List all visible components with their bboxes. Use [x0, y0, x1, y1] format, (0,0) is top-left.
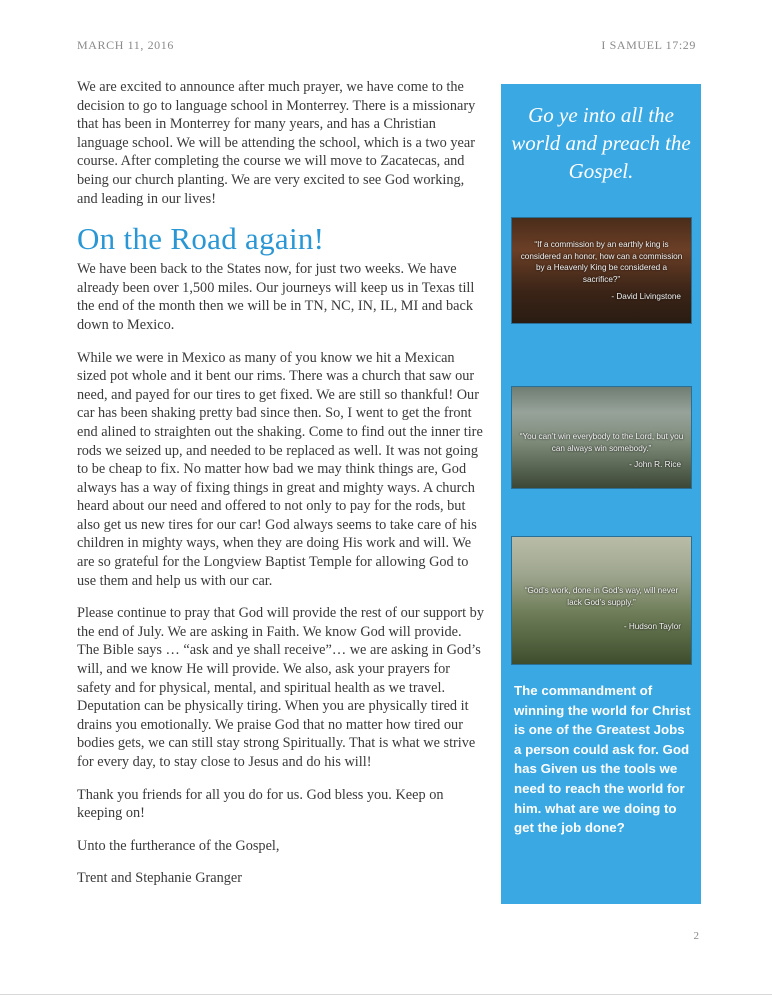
paragraph-prayer: Please continue to pray that God will provide the rest of our support by the end of July. We are asking in Faith. We know God will provide. The Bible says … “ask and ye shall receive”… we are asking in God’s will, and we know He will provide. We also, ask your prayers for safety and for physical, mental, and spiritual health as we travel. Deputation can be physically tiring. When you are physically tired it drains you emotionally. We praise God that no matter how tired our bodies gets, we can still stay strong Spiritually. That is what we strive for every day, to stay close to Jesus and do his will! [77, 605, 484, 770]
section-heading: On the Road again! [77, 221, 325, 257]
main-column [77, 78, 485, 902]
header-date: MARCH 11, 2016 [77, 38, 174, 52]
quote-text: “If a commission by an earthly king is considered an honor, how can a commission by a Heavenly King be considered a sacrifice?” [520, 240, 683, 284]
sidebar-verse: Go ye into all the world and preach the Gospel. [511, 103, 691, 183]
quote-author: - John R. Rice [629, 460, 681, 469]
quote-photo-taylor [511, 536, 692, 665]
paragraph-travel: We have been back to the States now, for just two weeks. We have already been over 1,500 miles. Our journeys will keep us in Texas till the end of the month then we will be in TN, NC, IN, IL, MI and back down to Mexico. [77, 261, 475, 333]
paragraph-car: While we were in Mexico as many of you know we hit a Mexican sized pot whole and it bent our rims. There was a church that saw our need, and payed for our tires to get fixed. We are still so thankful! Our car has been shaking pretty bad since then. So, I went to get the front end alined to straighten out the shaking. Come to find out the inner tire rods we seized up, and needed to be replaced as well. It was not going to be cheap to fix. No matter how bad we may think things are, God always has a way of fixing things in great and mighty ways. A church heard about our need and offered to not only to pay for the rods, but also get us new tires for our car! God always seems to take care of his children in mighty ways, when they are doing His work and will. We are so grateful for the Longview Baptist Temple for allowing God to use them and help us with our car. [77, 349, 483, 589]
sidebar [501, 84, 701, 904]
quote-text: “God’s work, done in God’s way, will never lack God’s supply.” [524, 586, 679, 607]
intro-paragraph: We are excited to announce after much prayer, we have come to the decision to go to language school in Monterrey. There is a missionary that has been in Monterrey for many years, and has a Christian language school. We will be attending the school, which is a two year course. After completing the course we will move to Zacatecas, and being our church planting. We are very excited to see God working, and leading in our lives! [77, 79, 476, 207]
quote-author: - Hudson Taylor [623, 622, 681, 631]
quote-photo-livingstone [511, 217, 692, 324]
quote-photo-rice [511, 386, 692, 489]
quote-author: - David Livingstone [611, 292, 681, 301]
sidebar-body: The commandment of winning the world for Christ is one of the Greatest Jobs a person could ask for. God has Given us the tools we need to reach the world for him. what are we doing to get the job done? [514, 683, 691, 836]
footer-divider [0, 994, 772, 995]
page-number: 2 [693, 930, 699, 942]
signature: Trent and Stephanie Granger [77, 870, 243, 887]
paragraph-thanks: Thank you friends for all you do for us. God bless you. Keep on keeping on! [77, 786, 444, 822]
closing-line: Unto the furtherance of the Gospel, [77, 837, 280, 854]
quote-text: “You can’t win everybody to the Lord, but you can always win somebody.” [519, 432, 684, 453]
header-reference: I SAMUEL 17:29 [601, 38, 696, 52]
